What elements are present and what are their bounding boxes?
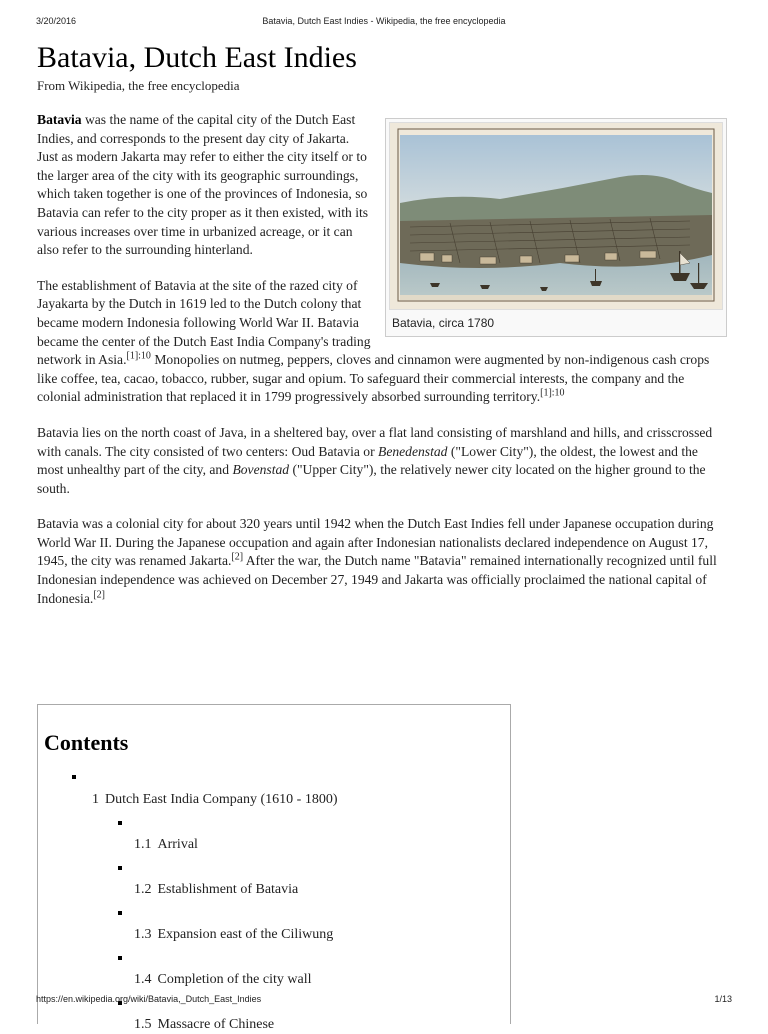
toc-item-1-2[interactable]: 1.2 Establishment of Batavia <box>134 882 299 897</box>
page-title: Batavia, Dutch East Indies <box>37 41 357 74</box>
engraving-illustration <box>390 123 722 309</box>
batavia-engraving-image[interactable] <box>389 122 723 310</box>
toc-item-1-3[interactable]: 1.3 Expansion east of the Ciliwung <box>134 927 334 942</box>
page-number: 1/13 <box>714 994 732 1004</box>
paragraph-intro: Batavia was the name of the capital city of the Dutch East Indies, and corresponds to the present day city of Jakarta. Just as modern Jakarta may refer to either the city itself or to the larger area of the city with its geographic surroundings, which taken together is one of the provinces of Indonesia, so Batavia can refer to the city proper as it then existed, with its various increases over time in urbanized acreage, or it can also refer to the surrounding hinterland. <box>37 112 369 258</box>
thumbnail-caption: Batavia, circa 1780 <box>392 316 495 330</box>
citation-link[interactable]: [1]:10 <box>540 387 565 399</box>
page-url-link[interactable]: https://en.wikipedia.org/wiki/Batavia,_Dutch_East_Indies <box>36 994 262 1004</box>
toc-item-1[interactable]: 1 Dutch East India Company (1610 - 1800) <box>92 792 338 807</box>
article-content <box>37 40 727 625</box>
list-bullet <box>118 911 122 915</box>
print-footer <box>0 994 768 1008</box>
bold-term: Batavia <box>37 112 82 127</box>
toc-item-1-4[interactable]: 1.4 Completion of the city wall <box>134 972 312 987</box>
list-bullet <box>118 821 122 825</box>
table-of-contents <box>37 704 511 1032</box>
citation-link[interactable]: [1]:10 <box>126 350 151 362</box>
print-date: 3/20/2016 <box>36 16 77 26</box>
paragraph-history: Batavia was a colonial city for about 320 years until 1942 when the Dutch East Indies fell under Japanese occupation during World War II. During the Japanese occupation and again after Indonesian nationalists declared independence on August 17, 1945, the city was renamed Jakarta.[2] After the war, the Dutch name "Batavia" remained internationally recognized until full Indonesian independence was achieved on December 27, 1949 and Jakarta was officially proclaimed the national capital of Indonesia.[2] <box>37 516 717 606</box>
toc-heading: Contents <box>44 730 129 755</box>
paragraph-geography: Batavia lies on the north coast of Java, in a sheltered bay, over a flat land consisting of marshland and hills, and crisscrossed with canals. The city consisted of two centers: Oud Batavia or Benedenstad ("Lower City"), the oldest, the lowest and the most unhealthy part of the city, and Bovenstad ("Upper City"), the relatively newer city located on the higher ground to the south. <box>37 424 713 496</box>
list-bullet <box>118 956 122 960</box>
citation-link[interactable]: [2] <box>93 589 105 601</box>
paragraph-establishment: The establishment of Batavia at the site of the razed city of Jayakarta by the Dutch in 1619 led to the Dutch colony that became modern Indonesia following World War II. Batavia became the center of the Dutch East India Company's trading network in Asia.$^{[1]:10}$ Monopolies on nutmeg, peppers, cloves and cinnamon were augmented by non-indigenous cash crops like coffee, tea, cacao, tobacco, rubber, sugar and opium. To safeguard their commercial interests, the company and the colonial administration that replaced it in 1799 progressively absorbed surrounding territory.$^{[1]:10}$ <box>37 277 710 405</box>
toc-item-1-5[interactable]: 1.5 Massacre of Chinese <box>134 1017 275 1032</box>
citation-link[interactable]: [2] <box>231 551 244 563</box>
list-bullet <box>72 775 76 779</box>
thumbnail <box>385 118 727 337</box>
list-bullet <box>118 866 122 870</box>
print-header <box>0 16 768 30</box>
print-title: Batavia, Dutch East Indies - Wikipedia, the free encyclopedia <box>262 16 506 26</box>
page-subtitle: From Wikipedia, the free encyclopedia <box>37 78 240 93</box>
toc-item-1-1[interactable]: 1.1 Arrival <box>134 837 198 852</box>
